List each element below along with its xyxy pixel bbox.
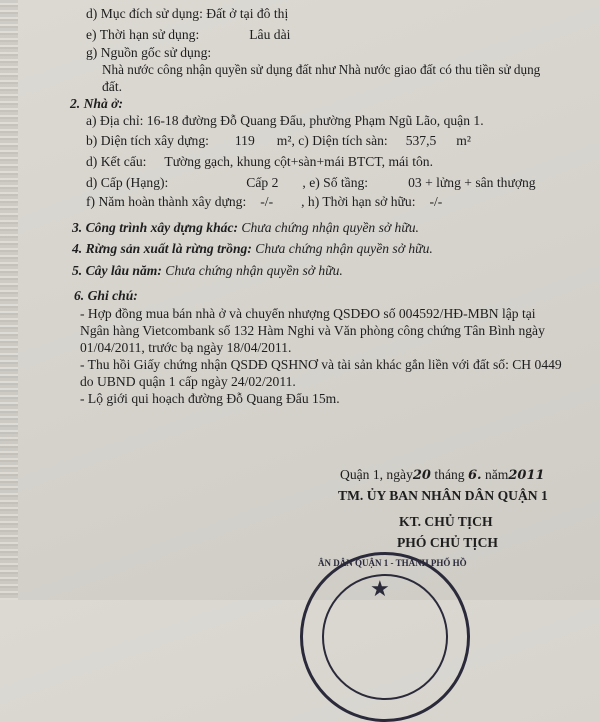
land-purpose	[86, 6, 288, 22]
value: 03 + lửng + sân thượng	[408, 175, 536, 190]
value: Cấp 2	[246, 175, 279, 190]
land-origin-value: Nhà nước công nhận quyền sử dụng đất như Nhà nước giao đất có thu tiền sử dụng	[102, 62, 541, 77]
note-line: - Thu hồi Giấy chứng nhận QSDĐ QSHNƠ và tài sản khác gắn liền với đất số: CH 0449	[80, 357, 562, 372]
label: d) Cấp (Hạng):	[86, 175, 169, 190]
unit: m²	[276, 133, 292, 148]
value: Chưa chứng nhận quyền sở hữu.	[165, 263, 343, 278]
other-construction	[72, 220, 419, 236]
note-line: 01/04/2011, trước bạ ngày 18/04/2011.	[80, 340, 292, 355]
value: -/-	[429, 194, 443, 209]
label: d) Kết cấu:	[86, 154, 147, 169]
build-area-value: 119	[234, 133, 255, 148]
label: 4. Rừng sản xuất là rừng trồng:	[72, 241, 252, 256]
house-grade	[86, 175, 536, 191]
land-term	[86, 27, 290, 43]
note-line: - Hợp đồng mua bán nhà ở và chuyển nhượng QSDĐO số 004592/HĐ-MBN lập tại	[80, 306, 536, 321]
unit: m²	[456, 133, 471, 148]
label: năm	[484, 467, 509, 482]
sign-date	[340, 467, 545, 484]
paper-edge	[0, 0, 18, 600]
label: a) Địa chỉ:	[86, 113, 144, 128]
floor-area-value: 537,5	[405, 133, 437, 148]
day: 20	[412, 468, 431, 483]
perennial-trees	[72, 263, 343, 279]
note-line: - Lộ giới qui hoạch đường Đỗ Quang Đẩu 15m.	[80, 391, 340, 406]
label: 5. Cây lâu năm:	[72, 263, 162, 278]
seal-text: ÂN DÂN QUẬN 1 - THÀNH PHỐ HỒ	[318, 558, 467, 568]
note-line: Ngân hàng Vietcombank số 132 Hàm Nghi và Văn phòng công chứng Tân Bình ngày	[80, 323, 545, 338]
production-forest	[72, 241, 433, 257]
house-structure	[86, 154, 433, 170]
sign-org: TM. ỦY BAN NHÂN DÂN QUẬN 1	[338, 488, 548, 503]
house-area	[86, 133, 471, 149]
house-heading: 2. Nhà ở:	[70, 96, 123, 111]
label: tháng	[434, 467, 465, 482]
label: , h) Thời hạn sở hữu:	[301, 194, 416, 209]
land-origin-label: g) Nguồn gốc sử dụng:	[86, 45, 212, 60]
value: Tường gạch, khung cột+sàn+mái BTCT, mái tôn.	[164, 154, 434, 169]
value: -/-	[260, 194, 274, 209]
value: Đất ở tại đô thị	[206, 6, 289, 21]
note-line: do UBND quận 1 cấp ngày 24/02/2011.	[80, 374, 296, 389]
value: 16-18 đường Đỗ Quang Đẩu, phường Phạm Ngũ Lão, quận 1.	[146, 113, 484, 128]
label: , e) Số tầng:	[302, 175, 369, 190]
sign-role-1: KT. CHỦ TỊCH	[399, 514, 493, 529]
label: e) Thời hạn sử dụng:	[86, 27, 200, 42]
value: Chưa chứng nhận quyền sở hữu.	[241, 220, 419, 235]
notes-heading: 6. Ghi chú:	[74, 288, 138, 303]
star-icon: ★	[370, 576, 390, 601]
label: Quận 1, ngày	[340, 467, 413, 482]
value: Chưa chứng nhận quyền sở hữu.	[255, 241, 433, 256]
label: 3. Công trình xây dựng khác:	[72, 220, 239, 235]
label: b) Diện tích xây dựng:	[86, 133, 209, 148]
year: 2011	[508, 468, 545, 483]
house-year	[86, 194, 442, 210]
house-address	[86, 113, 484, 129]
land-origin-value-2: đất.	[102, 79, 123, 94]
value: Lâu dài	[249, 27, 291, 42]
month: 6.	[467, 468, 482, 483]
label: , c) Diện tích sàn:	[291, 133, 388, 148]
sign-role-2: PHÓ CHỦ TỊCH	[397, 535, 498, 550]
label: d) Mục đích sử dụng:	[86, 6, 203, 21]
label: f) Năm hoàn thành xây dựng:	[86, 194, 247, 209]
